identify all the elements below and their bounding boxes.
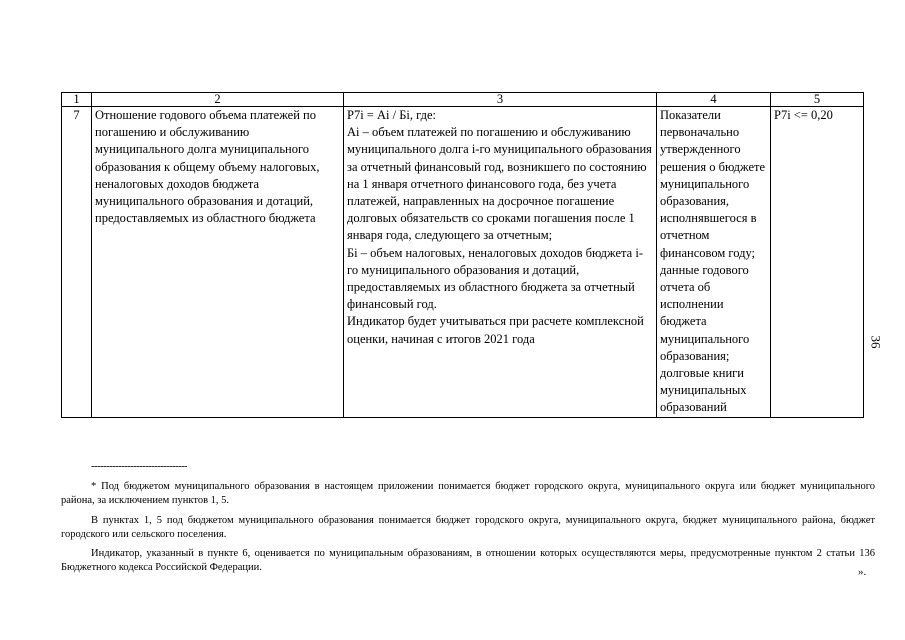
indicator-note-text: Индикатор будет учитываться при расчете комплексной оценки, начиная с итогов 2021 года [347, 314, 644, 346]
footnote-1: * Под бюджетом муниципального образования в настоящем приложении понимается бюджет городского округа, муниципального округа или бюджет муниципального района, за исключением пунктов 1, 5. [61, 481, 875, 507]
column-header-2: 2 [92, 93, 344, 107]
column-header-5: 5 [771, 93, 864, 107]
footnotes-block [61, 460, 875, 575]
formula-text: Р7i = Аi / Бi, где: [347, 108, 436, 122]
a-definition-text: Аi – объем платежей по погашению и обслуживанию муниципального долга i-го муниципального образования за отчетный финансовый год, возникшего по состоянию на 1 января отчетного финансового года, без учета платежей, направленных на досрочное погашение долговых обязательств со сроками погашения после 1 января года, следующего за отчетным; [347, 125, 652, 243]
data-source-cell: Показатели первоначально утвержденного решения о бюджете муниципального образования, исполнявшегося в отчетном финансовом году; данные годового отчета об исполнении бюджета муниципального образования; долговые книги муниципальных образований [657, 107, 771, 418]
footnote-2: В пунктах 1, 5 под бюджетом муниципального образования понимается бюджет городского округа, муниципального округа, бюджет муниципального района, бюджет городского или сельского поселения. [61, 514, 875, 540]
indicator-table [61, 92, 864, 418]
table-row [62, 107, 864, 418]
closing-quote: ». [858, 566, 867, 578]
column-header-1: 1 [62, 93, 92, 107]
footnote-separator: -------------------------------- [91, 461, 187, 472]
row-number: 7 [62, 107, 92, 418]
threshold-cell: Р7i <= 0,20 [771, 107, 864, 418]
calculation-method-cell [344, 107, 657, 418]
footnote-3: Индикатор, указанный в пункте 6, оценивается по муниципальным образованиям, в отношении которых осуществляются меры, предусмотренные пунктом 2 статьи 136 Бюджетного кодекса Российской Федерации. [61, 548, 875, 574]
b-definition-text: Бi – объем налоговых, неналоговых доходов бюджета i-го муниципального образования и дотаций, предоставляемых из областного бюджета за отчетный финансовый год. [347, 245, 643, 312]
column-header-4: 4 [657, 93, 771, 107]
table-header-row [62, 93, 864, 107]
indicator-name-cell: Отношение годового объема платежей по погашению и обслуживанию муниципального долга муниципального образования к общему объему налоговых, неналоговых доходов бюджета муниципального образования и дотаций, предоставляемых из областного бюджета [92, 107, 344, 418]
column-header-3: 3 [344, 93, 657, 107]
page-number: 36 [868, 335, 884, 349]
